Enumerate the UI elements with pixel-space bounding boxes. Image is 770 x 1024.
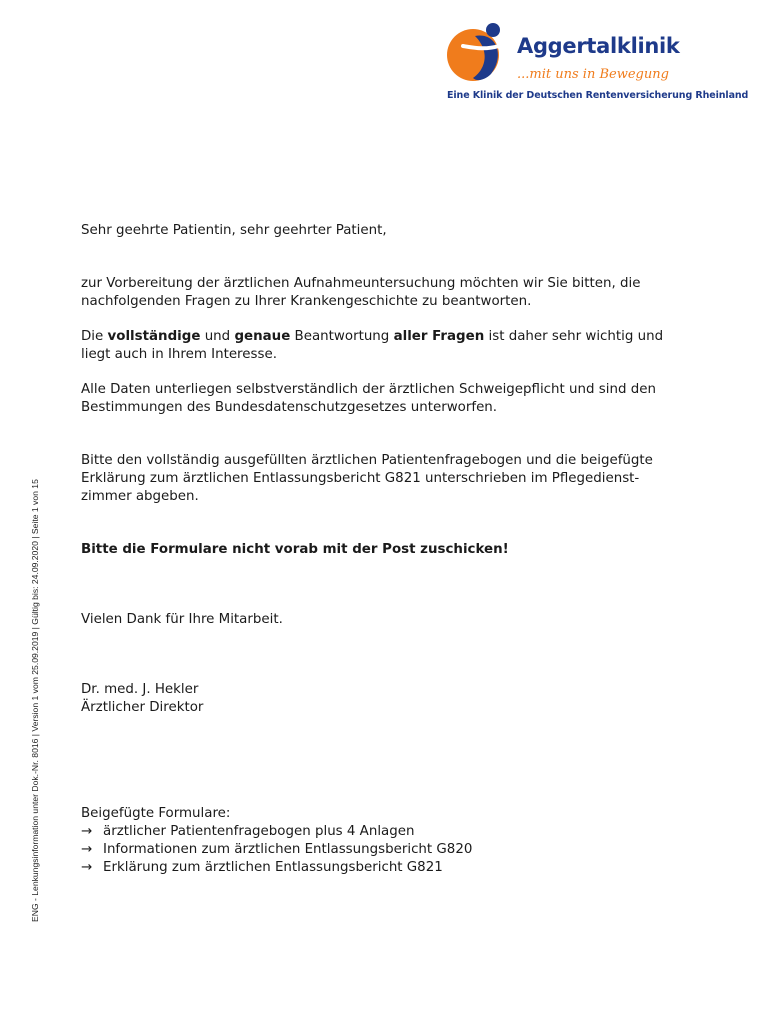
emphasis-complete: vollständige — [107, 329, 201, 344]
brand-name: Aggertalklinik — [517, 34, 680, 58]
list-item: → ärztlicher Patientenfragebogen plus 4 Anlagen — [81, 824, 415, 839]
arrow-right-icon: → — [81, 824, 93, 839]
signature-name: Dr. med. J. Hekler — [81, 682, 199, 697]
brand-subline: Eine Klinik der Deutschen Rentenversicherung Rheinland — [447, 90, 749, 101]
clinic-logo-icon — [445, 22, 511, 86]
thanks-line: Vielen Dank für Ihre Mitarbeit. — [81, 612, 283, 627]
signature-block — [81, 681, 681, 717]
post-notice: Bitte die Formulare nicht vorab mit der Post zuschicken! — [81, 542, 509, 557]
document-control-note: ENG - Lenkungsinformation unter Dok.-Nr. 8016 | Version 1 vom 25.09.2019 | Gültig bis: 24.09.2020 | Seite 1 von 15 — [30, 479, 40, 922]
letter-body — [81, 222, 681, 877]
list-item: → Informationen zum ärztlichen Entlassungsbericht G820 — [81, 842, 473, 857]
privacy-paragraph: Alle Daten unterliegen selbstverständlich der ärztlichen Schweigepflicht und sind den Bestimmungen des Bundesdatenschutzgesetzes unterworfen. — [81, 382, 656, 415]
clinic-logo — [445, 22, 749, 106]
attachments-heading: Beigefügte Formulare: — [81, 806, 231, 821]
list-item: → Erklärung zum ärztlichen Entlassungsbericht G821 — [81, 860, 443, 875]
importance-paragraph: Die vollständige und genaue Beantwortung aller Fragen ist daher sehr wichtig und liegt auch in Ihrem Interesse. — [81, 329, 664, 362]
arrow-right-icon: → — [81, 842, 93, 857]
signature-title: Ärztlicher Direktor — [81, 700, 204, 715]
instructions-paragraph: Bitte den vollständig ausgefüllten ärztlichen Patientenfragebogen und die beigefügte Erklärung zum ärztlichen Entlassungsbericht G821 unterschrieben im Pflegedienst-zimmer abgeben. — [81, 453, 653, 504]
intro-paragraph: zur Vorbereitung der ärztlichen Aufnahmeuntersuchung möchten wir Sie bitten, die nachfolgenden Fragen zu Ihrer Krankengeschichte zu beantworten. — [81, 276, 641, 309]
brand-tagline: ...mit uns in Bewegung — [517, 67, 669, 82]
emphasis-accurate: genaue — [234, 329, 291, 344]
attachments-list — [81, 805, 681, 877]
emphasis-all-questions: aller Fragen — [393, 329, 485, 344]
arrow-right-icon: → — [81, 860, 93, 875]
salutation: Sehr geehrte Patientin, sehr geehrter Patient, — [81, 223, 387, 238]
